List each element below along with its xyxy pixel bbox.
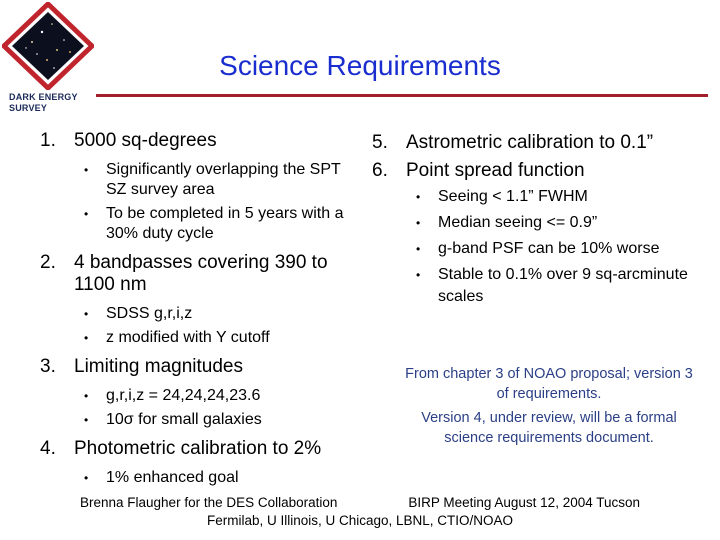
requirement-item [40,438,360,488]
sub-item [74,328,360,348]
sub-item [74,304,360,324]
slide-footer [60,494,660,530]
item-text: Point spread function [406,160,585,181]
sub-item-text: To be completed in 5 years with a 30% duty cycle [106,205,344,242]
requirement-item [40,130,360,244]
bullet-icon: • [84,307,89,321]
sub-item-text: 10σ for small galaxies [106,411,262,428]
item-text: 4 bandpasses covering 390 to 1100 nm [74,252,328,295]
sub-item-text: Stable to 0.1% over 9 sq-arcminute scales [438,266,688,305]
sub-item [74,468,360,488]
item-number: 5. [372,132,388,153]
logo-text-line2: SURVEY [9,103,48,113]
sub-item-text: z modified with Y cutoff [106,329,270,346]
bullet-icon: • [84,389,89,403]
right-requirements-list [372,132,712,316]
sub-item [406,238,712,260]
sub-item-text: g-band PSF can be 10% worse [438,240,660,257]
item-text: Photometric calibration to 2% [74,438,322,459]
bullet-icon: • [416,268,421,282]
footer-institutions: Fermilab, U Illinois, U Chicago, LBNL, CTIO/NOAO [206,513,514,528]
bullet-icon: • [416,242,421,256]
sub-item [74,386,360,406]
item-number: 1. [40,130,56,151]
footer-meeting: BIRP Meeting August 12, 2004 Tucson [408,495,640,510]
bullet-icon: • [416,216,421,230]
bullet-icon: • [84,331,89,345]
item-text: 5000 sq-degrees [74,130,217,151]
sub-item [74,160,360,200]
sub-item [406,212,712,234]
source-note [404,364,694,452]
footer-author: Brenna Flaugher for the DES Collaboration [80,495,338,510]
requirement-item [40,356,360,430]
requirement-item [372,160,712,308]
sub-item-text: Seeing < 1.1” FWHM [438,188,588,205]
requirement-item [40,252,360,348]
bullet-icon: • [84,163,89,177]
note-line-2: Version 4, under review, will be a formal science requirements document. [421,410,677,446]
sub-item [406,264,712,308]
item-number: 2. [40,252,56,273]
left-requirements-list [40,130,360,496]
bullet-icon: • [416,190,421,204]
sub-item [74,410,360,430]
sub-item-text: Significantly overlapping the SPT SZ survey area [106,161,341,198]
requirement-item [372,132,712,154]
sub-item [406,186,712,208]
note-line-1: From chapter 3 of NOAO proposal; version 3 of requirements. [405,366,693,402]
slide-title: Science Requirements [219,50,501,81]
sub-item-text: g,r,i,z = 24,24,24,23.6 [106,387,261,404]
bullet-icon: • [84,207,89,221]
item-number: 6. [372,160,388,181]
title-underline [96,94,708,97]
bullet-icon: • [84,413,89,427]
item-text: Astrometric calibration to 0.1” [406,132,654,153]
sub-item-text: SDSS g,r,i,z [106,305,193,322]
bullet-icon: • [84,471,89,485]
sub-item-text: Median seeing <= 0.9” [438,214,598,231]
sub-item-text: 1% enhanced goal [106,469,239,486]
item-text: Limiting magnitudes [74,356,243,377]
item-number: 3. [40,356,56,377]
sub-item [74,204,360,244]
logo-text-line1: DARK ENERGY [9,92,78,102]
item-number: 4. [40,438,56,459]
